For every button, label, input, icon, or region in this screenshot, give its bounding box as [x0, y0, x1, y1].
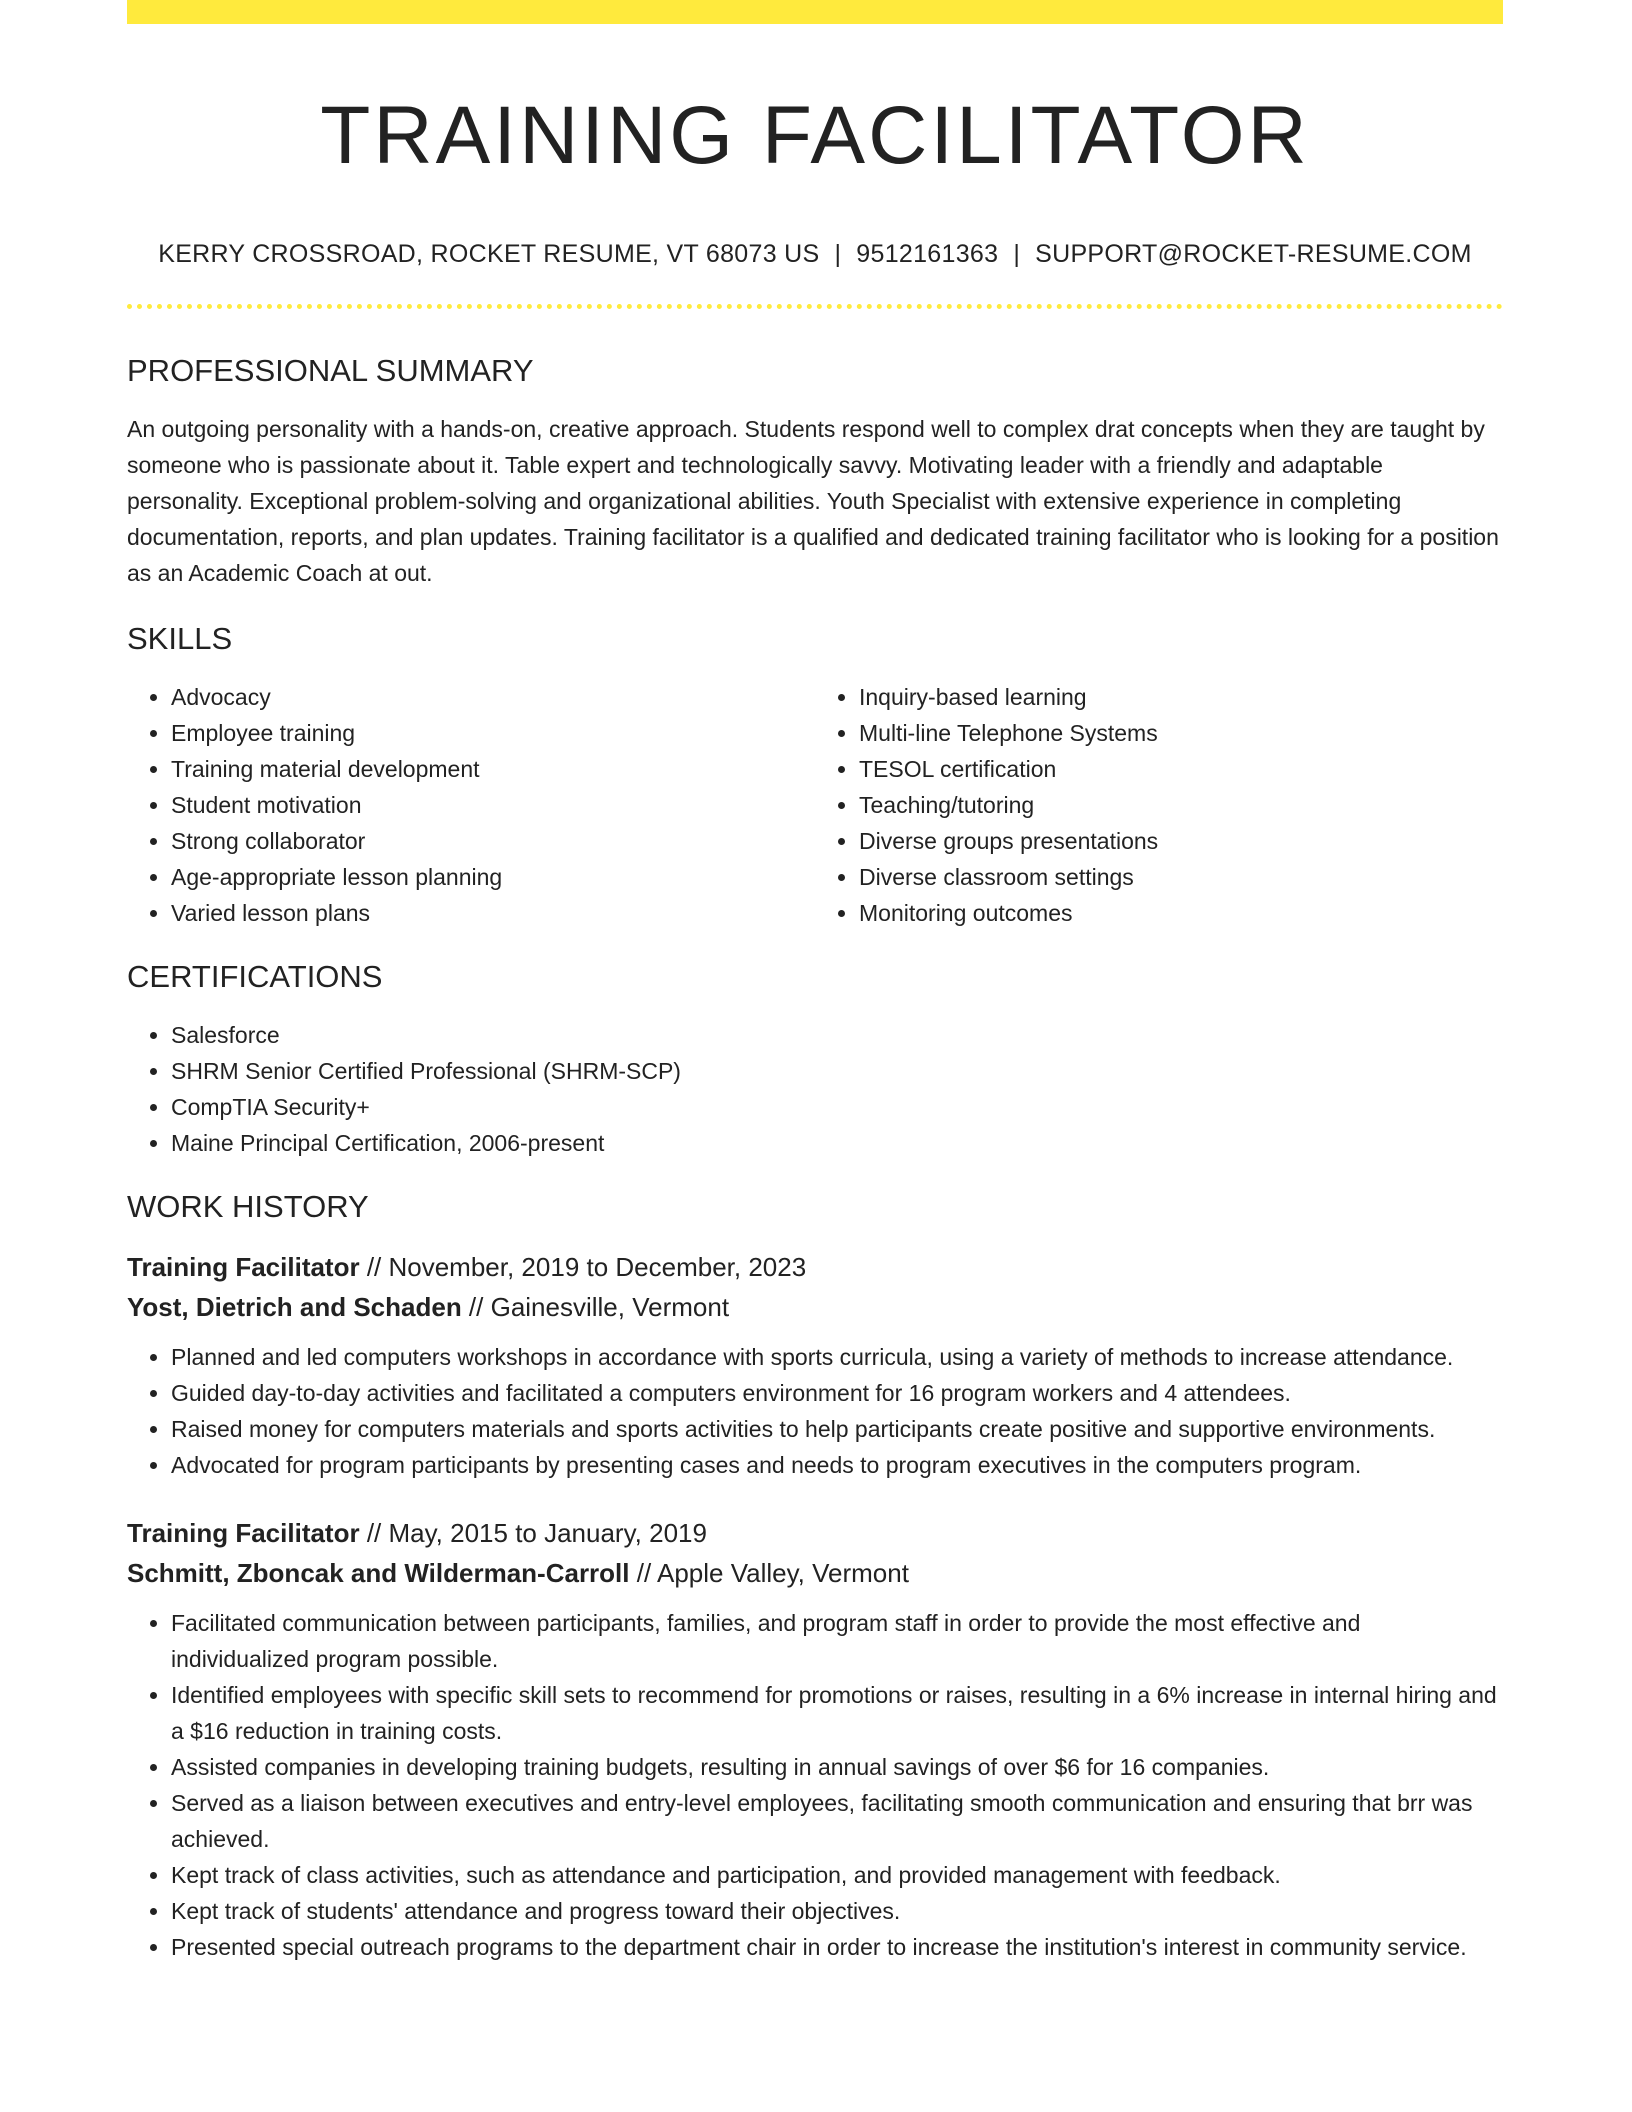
dotted-divider: [127, 304, 1503, 309]
job-bullet: • Guided day-to-day activities and facilitated a computers environment for 16 program workers and 4 attendees.: [171, 1375, 1503, 1411]
job-entry: [127, 1513, 1503, 1965]
job-bullet: • Raised money for computers materials and sports activities to help participants create positive and supportive environments.: [171, 1411, 1503, 1447]
skill-item: • Training material development: [171, 751, 815, 787]
job-title-line: [127, 1247, 1503, 1287]
skill-item: • Diverse groups presentations: [859, 823, 1503, 859]
job-bullet: • Facilitated communication between participants, families, and program staff in order to provide the most effective and individualized program possible.: [171, 1605, 1503, 1677]
skills-list-left: [127, 679, 815, 931]
job-location: // Gainesville, Vermont: [461, 1292, 730, 1322]
job-bullet: • Identified employees with specific skill sets to recommend for promotions or raises, resulting in a 6% increase in internal hiring and a $16 reduction in training costs.: [171, 1677, 1503, 1749]
job-bullet: • Kept track of students' attendance and progress toward their objectives.: [171, 1893, 1503, 1929]
job-dates: // May, 2015 to January, 2019: [359, 1518, 707, 1548]
certifications-section: [127, 957, 1503, 1161]
certifications-heading: CERTIFICATIONS: [127, 959, 383, 994]
job-bullet: • Kept track of class activities, such as attendance and participation, and provided management with feedback.: [171, 1857, 1503, 1893]
contact-address: KERRY CROSSROAD, ROCKET RESUME, VT 68073 US: [158, 240, 820, 268]
skill-item: • TESOL certification: [859, 751, 1503, 787]
skill-item: • Multi-line Telephone Systems: [859, 715, 1503, 751]
skill-item: • Student motivation: [171, 787, 815, 823]
top-accent-bar: [127, 0, 1503, 24]
job-company-line: [127, 1287, 1503, 1327]
skill-item: • Varied lesson plans: [171, 895, 815, 931]
resume-name: TRAINING FACILITATOR: [320, 90, 1310, 181]
contact-email: SUPPORT@ROCKET-RESUME.COM: [1035, 240, 1472, 268]
summary-heading: PROFESSIONAL SUMMARY: [127, 353, 534, 388]
skill-item: • Monitoring outcomes: [859, 895, 1503, 931]
job-dates: // November, 2019 to December, 2023: [359, 1252, 807, 1282]
job-bullet: • Advocated for program participants by presenting cases and needs to program executives in the computers program.: [171, 1447, 1503, 1483]
job-bullet: • Planned and led computers workshops in accordance with sports curricula, using a variety of methods to increase attendance.: [171, 1339, 1503, 1375]
skill-item: • Age-appropriate lesson planning: [171, 859, 815, 895]
job-bullet: • Presented special outreach programs to the department chair in order to increase the institution's interest in community service.: [171, 1929, 1503, 1965]
job-company: Schmitt, Zboncak and Wilderman-Carroll: [127, 1558, 630, 1588]
job-company: Yost, Dietrich and Schaden: [127, 1292, 462, 1322]
skill-item: • Strong collaborator: [171, 823, 815, 859]
resume-page: [127, 0, 1503, 1965]
certification-item: • Maine Principal Certification, 2006-present: [171, 1125, 1503, 1161]
work-history-section: [127, 1187, 1503, 1965]
certifications-list: [127, 1017, 1503, 1161]
skill-item: • Teaching/tutoring: [859, 787, 1503, 823]
contact-line: [127, 238, 1503, 270]
summary-text: An outgoing personality with a hands-on, creative approach. Students respond well to complex drat concepts when they are taught by someone who is passionate about it. Table expert and technologically savvy. Motivating leader with a friendly and adaptable personality. Exceptional problem-solving and organizational abilities. Youth Specialist with extensive experience in completing documentation, reports, and plan updates. Training facilitator is a qualified and dedicated training facilitator who is looking for a position as an Academic Coach at out.: [127, 416, 1499, 586]
skill-item: • Diverse classroom settings: [859, 859, 1503, 895]
job-bullet: • Assisted companies in developing training budgets, resulting in annual savings of over $6 for 16 companies.: [171, 1749, 1503, 1785]
job-bullet: • Served as a liaison between executives and entry-level employees, facilitating smooth communication and ensuring that brr was achieved.: [171, 1785, 1503, 1857]
certification-item: • CompTIA Security+: [171, 1089, 1503, 1125]
job-entry: [127, 1247, 1503, 1483]
job-company-line: [127, 1553, 1503, 1593]
job-title-line: [127, 1513, 1503, 1553]
job-bullets: [127, 1605, 1503, 1965]
skills-columns: [127, 679, 1503, 931]
job-title: Training Facilitator: [127, 1252, 360, 1282]
skill-item: • Inquiry-based learning: [859, 679, 1503, 715]
summary-section: [127, 351, 1503, 591]
work-history-heading: WORK HISTORY: [127, 1189, 369, 1224]
skill-item: • Advocacy: [171, 679, 815, 715]
job-title: Training Facilitator: [127, 1518, 360, 1548]
skills-section: [127, 619, 1503, 931]
job-bullets: [127, 1339, 1503, 1483]
contact-separator: |: [1013, 240, 1021, 268]
skills-list-right: [815, 679, 1503, 931]
certification-item: • Salesforce: [171, 1017, 1503, 1053]
skills-heading: SKILLS: [127, 621, 233, 656]
contact-phone: 9512161363: [856, 240, 999, 268]
certification-item: • SHRM Senior Certified Professional (SHRM-SCP): [171, 1053, 1503, 1089]
contact-separator: |: [834, 240, 842, 268]
job-location: // Apple Valley, Vermont: [629, 1558, 909, 1588]
skill-item: • Employee training: [171, 715, 815, 751]
